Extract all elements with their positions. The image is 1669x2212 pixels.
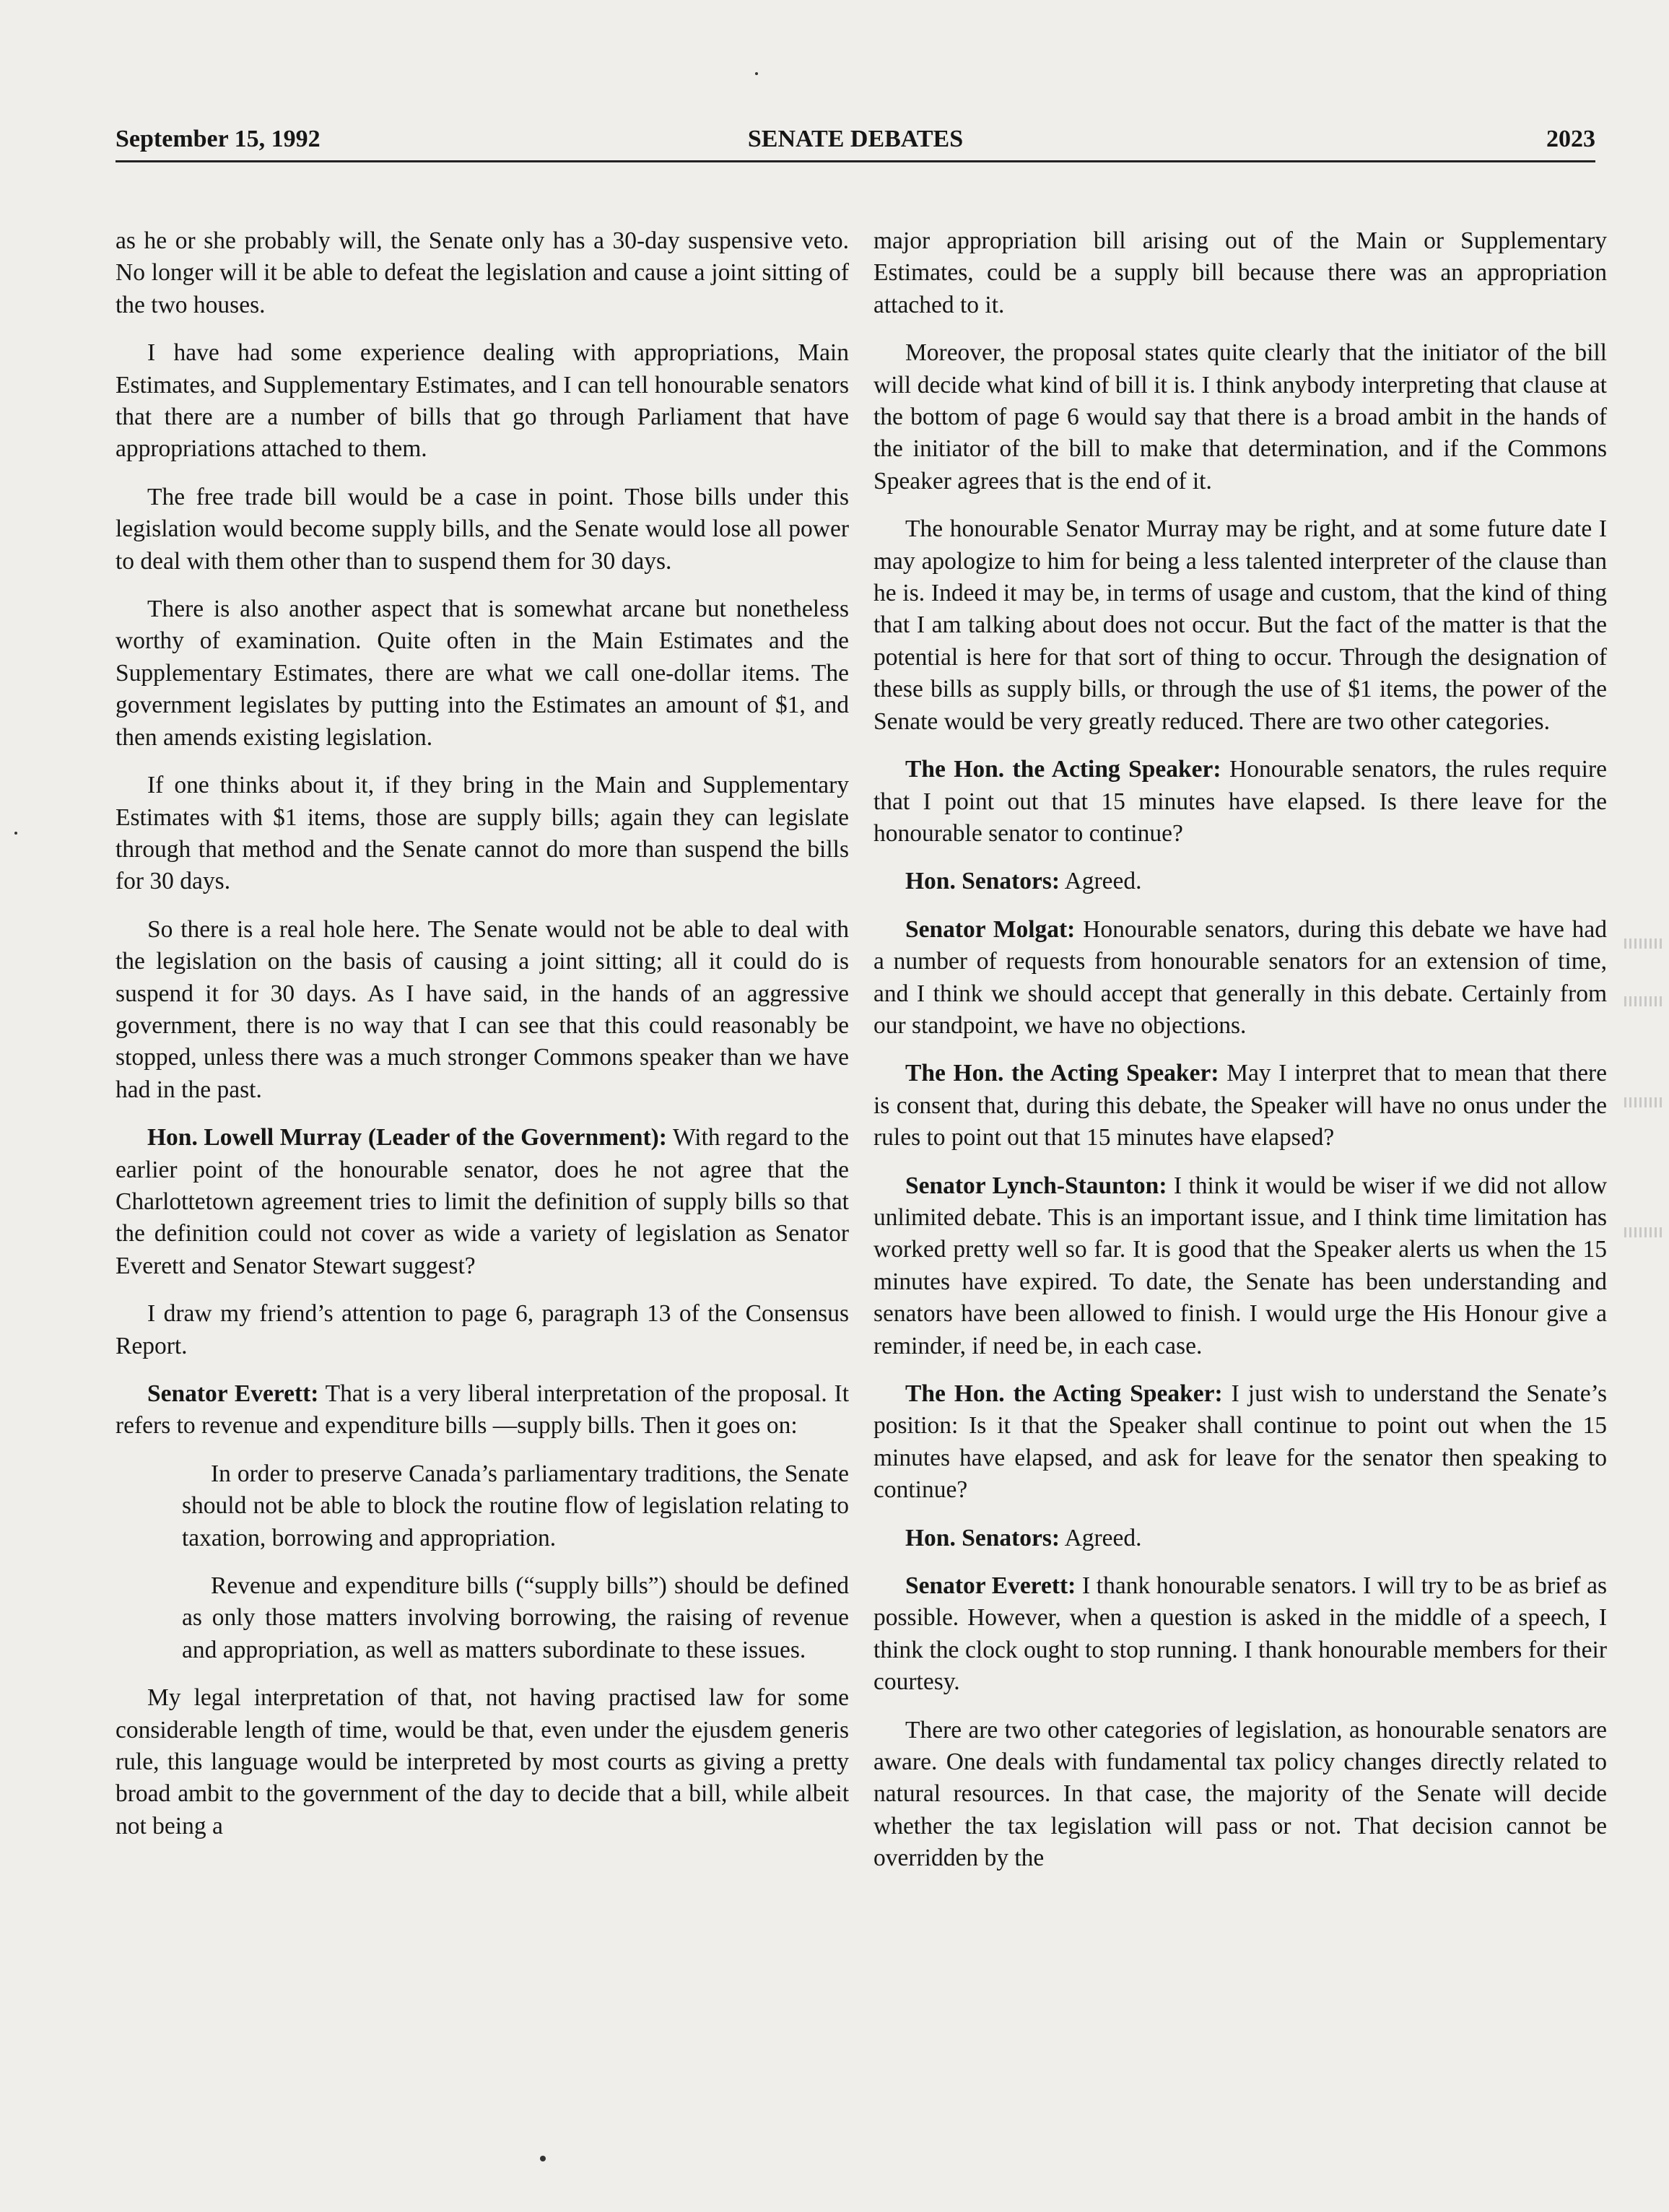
paragraph-text: I just wish to understand the Senate’s position: Is it that the Speaker shall continue to point out when the 15 minutes have elapsed, and ask for leave for the senator then speaking to continue? bbox=[873, 1380, 1607, 1504]
block-quote bbox=[182, 1458, 849, 1554]
speaker-name: Hon. Senators: bbox=[905, 1524, 1060, 1551]
speaker-name: Senator Everett: bbox=[905, 1572, 1076, 1600]
paragraph bbox=[873, 1570, 1607, 1699]
scan-speck bbox=[540, 2156, 546, 2161]
paragraph bbox=[116, 225, 849, 321]
paragraph-text: There is also another aspect that is somewhat arcane but nonetheless worthy of examination. Quite often in the Main Estimates and the Supplementary Estimates, there are what we call one-dollar items. The government legislates by putting into the Estimates an amount of $1, and then amends existing legislation. bbox=[116, 596, 849, 751]
paragraph-text: May I interpret that to mean that there is consent that, during this debate, the Speaker will have no onus under the rules to point out that 15 minutes have elapsed? bbox=[873, 1060, 1607, 1151]
paragraph-text: The honourable Senator Murray may be right, and at some future date I may apologize to him for being a less talented interpreter of the clause than he is. Indeed it may be, in terms of usage and custom, that the kind of thing that I am talking about does not occur. But the fact of the matter is that the potential is here for that sort of thing to occur. Through the designation of these bills as supply bills, or through the use of $1 items, the power of the Senate would be very greatly reduced. There are two other categories. bbox=[873, 515, 1607, 735]
paragraph bbox=[873, 337, 1607, 497]
paragraph-text: Moreover, the proposal states quite clearly that the initiator of the bill will decide what kind of bill it is. I think anybody interpreting that clause at the bottom of page 6 would say that there is a broad ambit in the hands of the initiator of the bill to make that determination, and if the Commons Speaker agrees that is the end of it. bbox=[873, 339, 1607, 495]
paragraph-text: I think it would be wiser if we did not allow unlimited debate. This is an important issue, and I think time limitation has worked pretty well so far. It is good that the Speaker alerts us when the 15 minutes have expired. To date, the Senate has been understanding and senators have been allowed to finish. I would urge the His Honour give a reminder, if need be, in each case. bbox=[873, 1172, 1608, 1359]
left-column bbox=[116, 225, 849, 1858]
speaker-name: Senator Molgat: bbox=[905, 915, 1076, 943]
paragraph bbox=[873, 754, 1607, 850]
paragraph-text: So there is a real hole here. The Senate would not be able to deal with the legislation on the basis of causing a joint sitting; all it could do is suspend it for 30 days. As I have said, in the hands of an aggressive government, there is no way that I can see that this could reasonably be stopped, unless there was a much stronger Commons speaker than we have had in the past. bbox=[116, 915, 849, 1103]
paragraph-text: Honourable senators, during this debate we have had a number of requests from honourable senators for an extension of time, and I think we should accept that generally in this debate. Certainly from our standpoint, we have no objections. bbox=[873, 915, 1607, 1039]
paragraph bbox=[873, 866, 1607, 897]
paragraph-text: That is a very liberal interpretation of the proposal. It refers to revenue and expenditure bills —supply bills. Then it goes on: bbox=[116, 1380, 849, 1440]
paragraph-text: as he or she probably will, the Senate only has a 30-day suspensive veto. No longer will it be able to defeat the legislation and cause a joint sitting of the two houses. bbox=[116, 227, 849, 318]
paragraph bbox=[873, 1378, 1607, 1507]
bleed-through-mark bbox=[1624, 996, 1662, 1006]
paragraph bbox=[873, 1715, 1607, 1875]
paragraph-text: My legal interpretation of that, not having practised law for some considerable length of time, would be that, even under the ejusdem generis rule, this language would be interpreted by most courts as giving a pretty broad ambit to the government of the day to decide that a bill, while albeit not being a bbox=[116, 1684, 849, 1839]
paragraph bbox=[873, 914, 1607, 1042]
bleed-through-mark bbox=[1624, 1227, 1662, 1237]
paragraph bbox=[116, 337, 849, 466]
paragraph-text: Agreed. bbox=[1064, 1524, 1142, 1551]
speaker-name: Hon. Lowell Murray (Leader of the Government): bbox=[147, 1124, 667, 1151]
paragraph-text: I draw my friend’s attention to page 6, paragraph 13 of the Consensus Report. bbox=[116, 1300, 849, 1359]
speaker-name: Hon. Senators: bbox=[905, 868, 1060, 895]
paragraph bbox=[873, 225, 1607, 321]
paragraph-text: I thank honourable senators. I will try to be as brief as possible. However, when a question is asked in the middle of a speech, I think the clock ought to stop running. I thank honourable members for their courtesy. bbox=[873, 1572, 1607, 1696]
paragraph-text: major appropriation bill arising out of the Main or Supplementary Estimates, could be a supply bill because there was an appropriation attached to it. bbox=[873, 227, 1607, 318]
right-column bbox=[873, 225, 1607, 1891]
header-title: SENATE DEBATES bbox=[747, 126, 964, 152]
paragraph bbox=[116, 914, 849, 1106]
block-quote bbox=[182, 1570, 849, 1666]
bleed-through-mark bbox=[1624, 1097, 1662, 1107]
paragraph bbox=[116, 482, 849, 578]
paragraph bbox=[116, 770, 849, 898]
header-date: September 15, 1992 bbox=[116, 126, 321, 152]
paragraph-text: I have had some experience dealing with appropriations, Main Estimates, and Supplementary Estimates, and I can tell honourable senators that there are a number of bills that go through Parliament that have appropriations attached to them. bbox=[116, 339, 849, 463]
paragraph-text: Revenue and expenditure bills (“supply bills”) should be defined as only those matters involving borrowing, the raising of revenue and appropriation, as well as matters subordinate to these issues. bbox=[182, 1572, 849, 1663]
paragraph bbox=[116, 593, 849, 754]
page-number: 2023 bbox=[1546, 126, 1595, 152]
scan-speck bbox=[14, 832, 17, 835]
speaker-name: Senator Everett: bbox=[147, 1380, 319, 1407]
paragraph bbox=[116, 1122, 849, 1282]
speaker-name: The Hon. the Acting Speaker: bbox=[905, 1060, 1219, 1087]
paragraph bbox=[873, 1058, 1607, 1154]
paragraph-text: In order to preserve Canada’s parliamentary traditions, the Senate should not be able to block the routine flow of legislation relating to taxation, borrowing and appropriation. bbox=[182, 1460, 849, 1551]
scan-speck bbox=[755, 72, 758, 75]
paragraph-text: There are two other categories of legislation, as honourable senators are aware. One deals with fundamental tax policy changes directly related to natural resources. In that case, the majority of the Senate will decide whether the tax legislation will pass or not. That decision cannot be overridden by the bbox=[873, 1716, 1607, 1872]
paragraph bbox=[873, 1170, 1607, 1362]
paragraph-text: With regard to the earlier point of the honourable senator, does he not agree that the Charlottetown agreement tries to limit the definition of supply bills so that the definition could not cover as wide a variety of legislation as Senator Everett and Senator Stewart suggest? bbox=[116, 1124, 849, 1279]
paragraph bbox=[116, 1378, 849, 1442]
bleed-through-mark bbox=[1624, 939, 1662, 949]
paragraph-text: If one thinks about it, if they bring in the Main and Supplementary Estimates with $1 items, those are supply bills; again they can legislate through that method and the Senate cannot do more than suspend the bills for 30 days. bbox=[116, 772, 849, 895]
paragraph-text: Agreed. bbox=[1064, 868, 1142, 895]
paragraph bbox=[873, 1523, 1607, 1554]
paragraph-text: The free trade bill would be a case in point. Those bills under this legislation would become supply bills, and the Senate would lose all power to deal with them other than to suspend them for 30 days. bbox=[116, 483, 849, 575]
page-header bbox=[116, 117, 1595, 162]
speaker-name: The Hon. the Acting Speaker: bbox=[905, 1380, 1223, 1407]
paragraph-text: Honourable senators, the rules require that I point out that 15 minutes have elapsed. Is there leave for the honourable senator to continue? bbox=[873, 756, 1607, 847]
paragraph bbox=[116, 1682, 849, 1842]
speaker-name: The Hon. the Acting Speaker: bbox=[905, 756, 1221, 783]
speaker-name: Senator Lynch-Staunton: bbox=[905, 1172, 1167, 1199]
paragraph bbox=[873, 513, 1607, 738]
paragraph bbox=[116, 1298, 849, 1362]
